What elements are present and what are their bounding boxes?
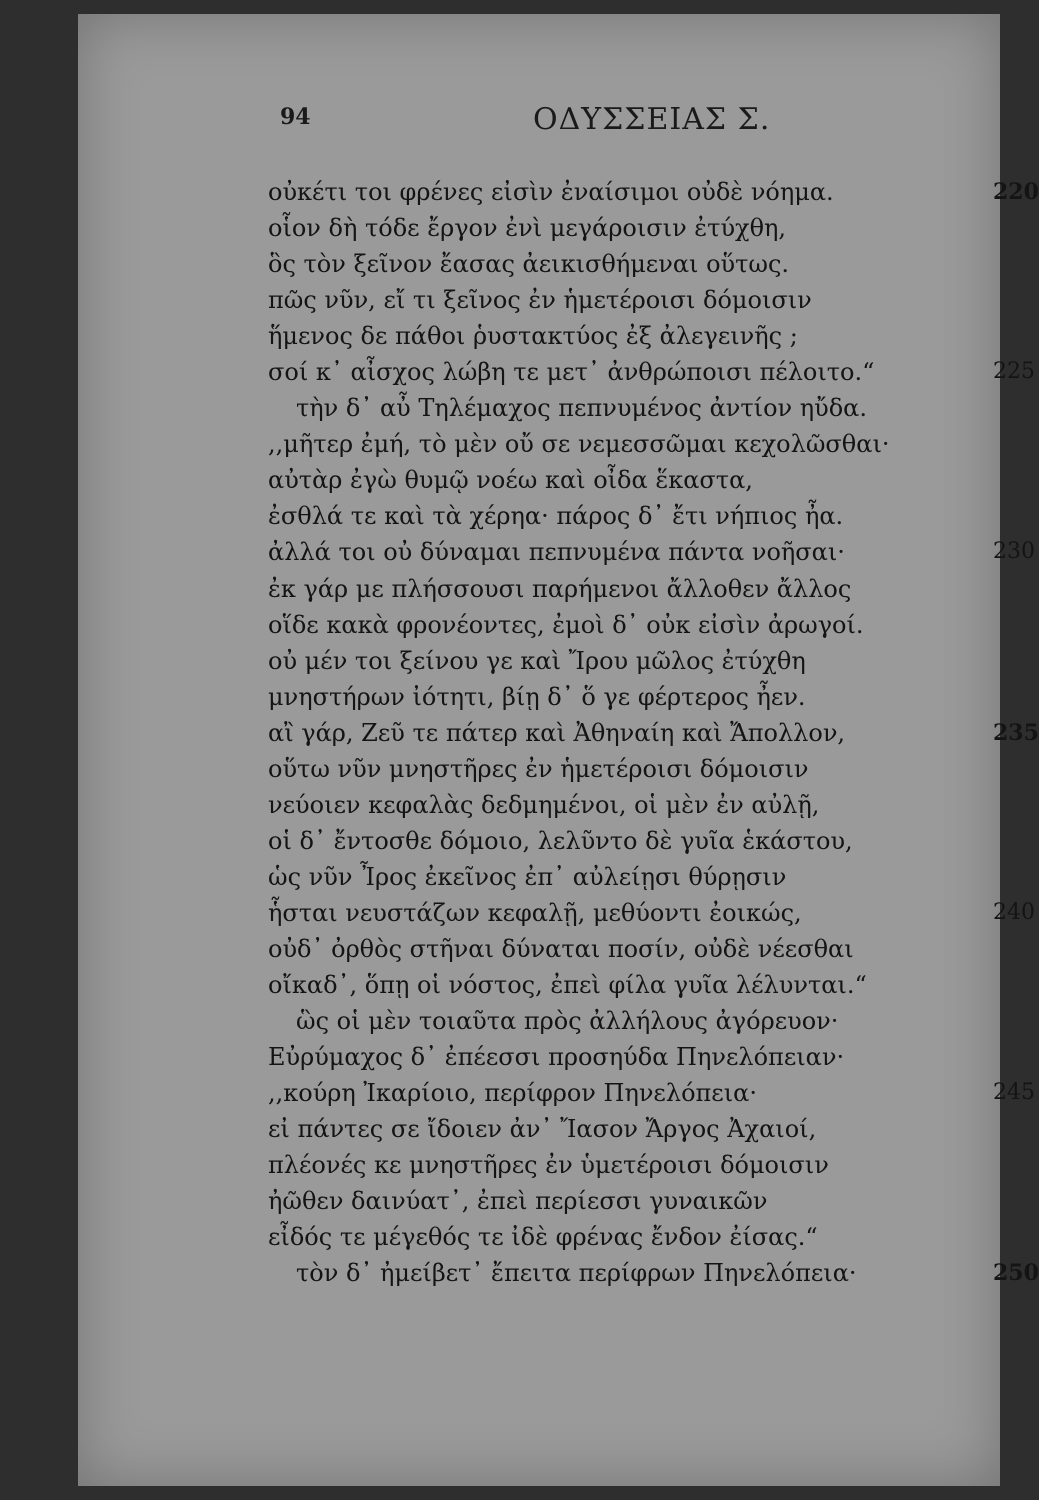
verse-line [268, 426, 988, 462]
page-header [78, 102, 1000, 142]
verse-text: ἥμενος δε πάθοι ῥυστακτύος ἐξ ἀλεγεινῆς ; [268, 322, 798, 351]
verse-text: ὣς οἱ μὲν τοιαῦτα πρὸς ἀλλήλους ἀγόρευον· [296, 1007, 839, 1036]
verse-text: σοί κ᾽ αἶσχος λώβη τε μετ᾽ ἀνθρώποισι πέλοιτο.“ [268, 358, 875, 387]
verse-line [268, 895, 1035, 931]
verse-text: οὐδ᾽ ὀρθὸς στῆναι δύναται ποσίν, οὐδὲ νέεσθαι [268, 934, 854, 963]
verse-block [268, 174, 1039, 1291]
verse-line [268, 643, 988, 679]
verse-line [268, 787, 988, 823]
verse-text: οἵδε κακὰ φρονέοντες, ἐμοὶ δ᾽ οὐκ εἰσὶν ἀρωγοί. [268, 610, 864, 639]
verse-line [268, 462, 988, 498]
verse-text: ἐκ γάρ με πλήσσουσι παρήμενοι ἄλλοθεν ἄλλος [268, 574, 852, 603]
verse-text: ὡς νῦν Ἶρος ἐκεῖνος ἐπ᾽ αὐλείῃσι θύρῃσιν [268, 862, 787, 891]
verse-line [268, 318, 988, 354]
verse-line [268, 715, 1039, 751]
verse-line [268, 1039, 988, 1075]
verse-line [268, 210, 988, 246]
verse-text: ὃς τὸν ξεῖνον ἔασας ἀεικισθήμεναι οὕτως. [268, 250, 790, 279]
verse-text: τὴν δ᾽ αὖ Τηλέμαχος πεπνυμένος ἀντίον ηὔδα. [296, 394, 867, 423]
verse-text: ,,κούρη Ἰκαρίοιο, περίφρον Πηνελόπεια· [268, 1079, 757, 1108]
verse-line [268, 246, 988, 282]
verse-line [268, 534, 1035, 570]
verse-line [268, 571, 988, 607]
line-number: 225 [993, 359, 1035, 385]
verse-line [268, 1075, 1035, 1111]
verse-text: οὕτω νῦν μνηστῆρες ἐν ἡμετέροισι δόμοισιν [268, 754, 809, 783]
verse-line [268, 607, 988, 643]
page-number: 94 [280, 104, 311, 130]
verse-line [268, 859, 988, 895]
verse-line [268, 1219, 988, 1255]
verse-text: αὐτὰρ ἐγὼ θυμῷ νοέω καὶ οἶδα ἕκαστα, [268, 466, 753, 495]
book-page [78, 14, 1039, 1486]
verse-text: ἐσθλά τε καὶ τὰ χέρηα· πάρος δ᾽ ἔτι νήπιος ἦα. [268, 502, 844, 531]
verse-text: ἧσται νευστάζων κεφαλῇ, μεθύοντι ἐοικώς, [268, 898, 802, 927]
verse-text: οὐ μέν τοι ξείνου γε καὶ Ἴρου μῶλος ἐτύχθη [268, 646, 806, 675]
verse-line [268, 967, 988, 1003]
verse-line [268, 1003, 988, 1039]
verse-text: οὐκέτι τοι φρένες εἰσὶν ἐναίσιμοι οὐδὲ νόημα. [268, 178, 834, 206]
verse-text: εἰ πάντες σε ἴδοιεν ἀν᾽ Ἴασον Ἄργος Ἀχαιοί, [268, 1115, 817, 1144]
verse-line [268, 498, 988, 534]
verse-line [268, 931, 988, 967]
line-number: 250 [993, 1260, 1039, 1287]
verse-text: ,,μῆτερ ἐμή, τὸ μὲν οὔ σε νεμεσσῶμαι κεχολῶσθαι· [268, 430, 890, 459]
verse-line [268, 823, 988, 859]
verse-line [268, 390, 988, 426]
verse-text: νεύοιεν κεφαλὰς δεδμημένοι, οἱ μὲν ἐν αὐλῇ, [268, 790, 820, 819]
verse-line [268, 1111, 988, 1147]
verse-line [268, 751, 988, 787]
verse-text: οἴκαδ᾽, ὅπῃ οἱ νόστος, ἐπεὶ φίλα γυῖα λέλυνται.“ [268, 971, 867, 1000]
running-title: ΟΔΥΣΣΕΙΑΣ Σ. [533, 102, 771, 137]
verse-line [268, 1183, 988, 1219]
verse-text: πῶς νῦν, εἴ τι ξεῖνος ἐν ἡμετέροισι δόμοισιν [268, 286, 812, 315]
verse-text: τὸν δ᾽ ἠμείβετ᾽ ἔπειτα περίφρων Πηνελόπεια· [296, 1259, 857, 1288]
line-number: 220 [993, 179, 1039, 205]
verse-line [268, 1147, 988, 1183]
verse-line [268, 174, 1039, 210]
verse-text: μνηστήρων ἰότητι, βίῃ δ᾽ ὅ γε φέρτερος ἦεν. [268, 682, 806, 711]
verse-text: αἲ γάρ, Ζεῦ τε πάτερ καὶ Ἀθηναίη καὶ Ἄπολλον, [268, 718, 846, 747]
verse-text: ἀλλά τοι οὐ δύναμαι πεπνυμένα πάντα νοῆσαι· [268, 538, 845, 567]
verse-text: πλέονές κε μνηστῆρες ἐν ὑμετέροισι δόμοισιν [268, 1151, 829, 1180]
verse-line [268, 282, 988, 318]
verse-line [268, 354, 1035, 390]
line-number: 245 [993, 1080, 1035, 1106]
verse-line [268, 679, 988, 715]
verse-text: Εὐρύμαχος δ᾽ ἐπέεσσι προσηύδα Πηνελόπειαν· [268, 1043, 845, 1072]
verse-line [268, 1255, 1039, 1291]
line-number: 240 [993, 899, 1035, 925]
verse-text: οἷον δὴ τόδε ἔργον ἐνὶ μεγάροισιν ἐτύχθη, [268, 214, 787, 243]
verse-text: ἠῶθεν δαινύατ᾽, ἐπεὶ περίεσσι γυναικῶν [268, 1187, 768, 1216]
verse-text: εἶδός τε μέγεθός τε ἰδὲ φρένας ἔνδον ἐίσας.“ [268, 1223, 818, 1252]
line-number: 235 [993, 719, 1039, 746]
verse-text: οἱ δ᾽ ἔντοσθε δόμοιο, λελῦντο δὲ γυῖα ἑκάστου, [268, 826, 853, 855]
line-number: 230 [993, 539, 1035, 565]
